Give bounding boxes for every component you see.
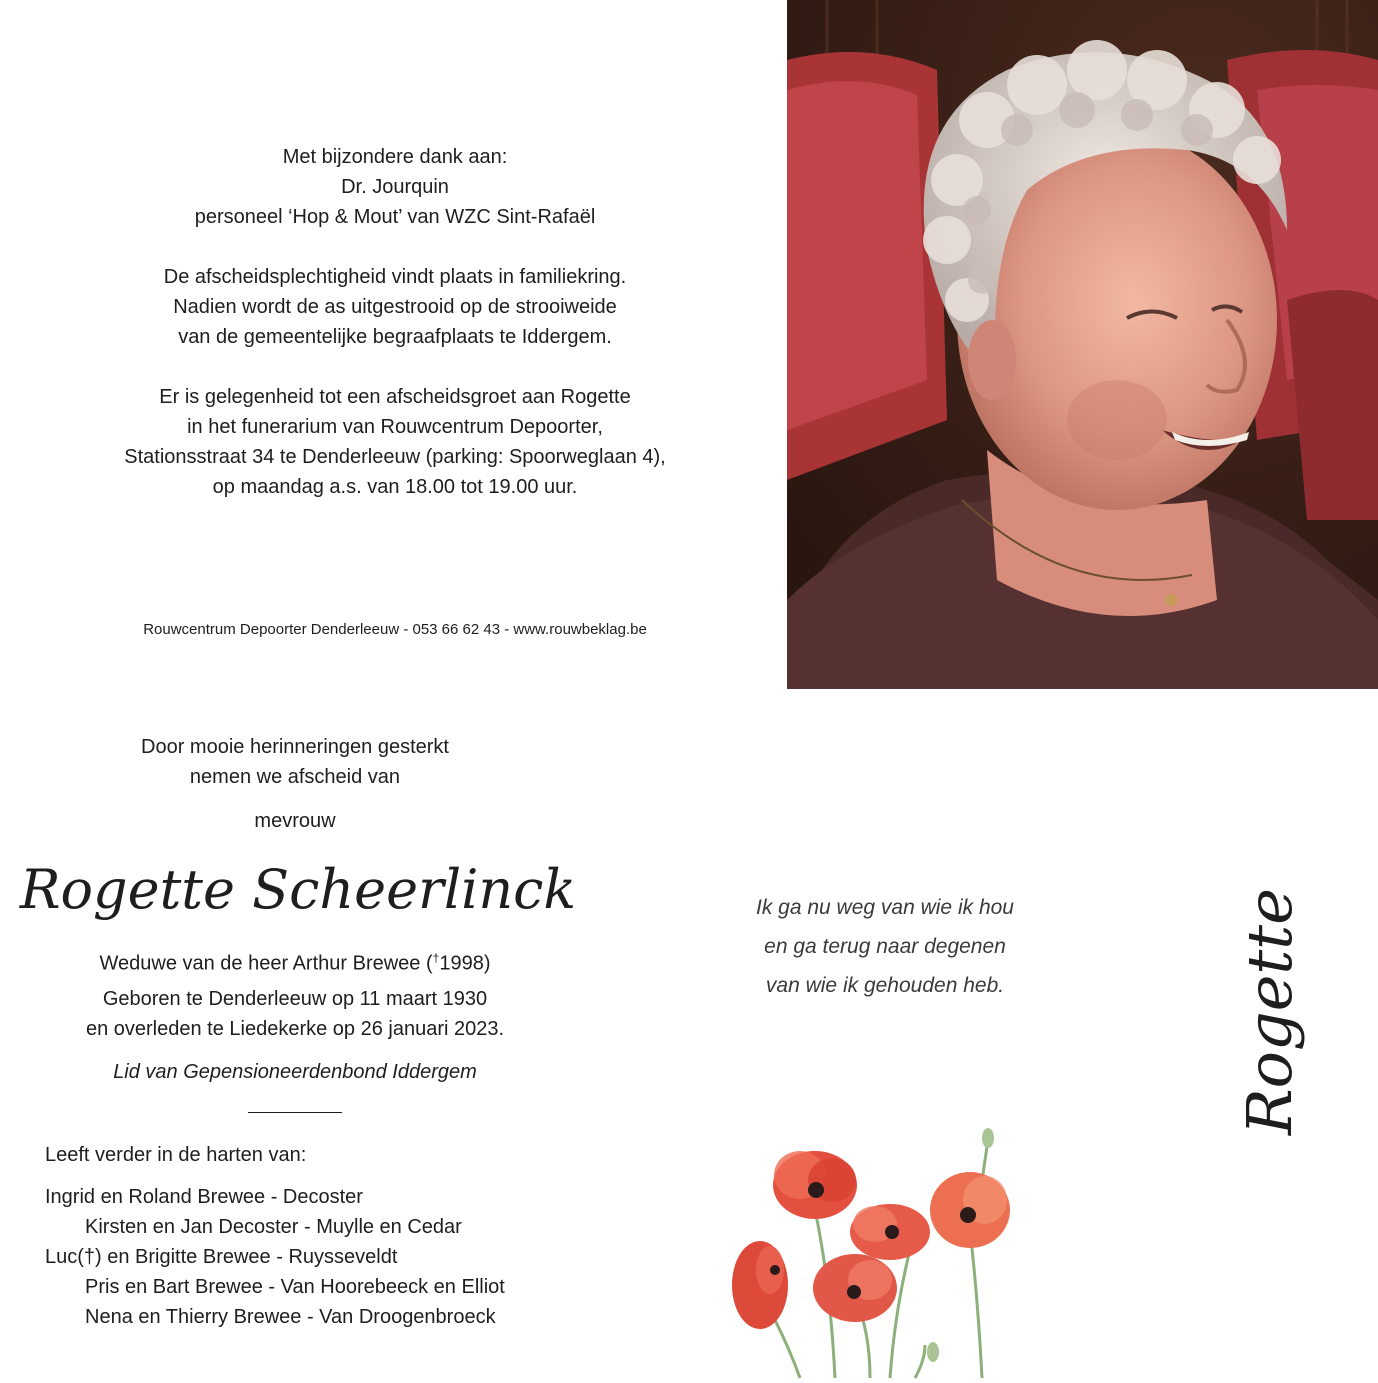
- family-member: Luc(†) en Brigitte Brewee - Ruysseveldt: [45, 1246, 398, 1268]
- family-member: Kirsten en Jan Decoster - Muylle en Cedar: [85, 1216, 462, 1238]
- quote-line: van wie ik gehouden heb.: [765, 974, 1005, 997]
- family-list: [45, 1182, 605, 1332]
- deceased-name-text: Rogette Scheerlinck: [19, 858, 577, 921]
- membership-line: Lid van Gepensioneerdenbond Iddergem: [113, 1061, 477, 1083]
- visit-line: Er is gelegenheid tot een afscheidsgroet aan Rogette: [159, 386, 631, 408]
- quote-block: [700, 888, 1070, 1005]
- ceremony-line: van de gemeentelijke begraafplaats te Iddergem.: [178, 326, 612, 348]
- visit-line: in het funerarium van Rouwcentrum Depoorter,: [187, 416, 603, 438]
- ceremony-line: Nadien wordt de as uitgestrooid op de strooiweide: [173, 296, 617, 318]
- funeral-home-footer: Rouwcentrum Depoorter Denderleeuw - 053 66 62 43 - www.rouwbeklag.be: [143, 621, 647, 638]
- quote-line: en ga terug naar degenen: [764, 935, 1006, 958]
- thanks-line: personeel ‘Hop & Mout’ van WZC Sint-Rafaël: [194, 206, 596, 228]
- honorific: mevrouw: [254, 810, 336, 832]
- thanks-line: Dr. Jourquin: [341, 176, 449, 198]
- family-member: Ingrid en Roland Brewee - Decoster: [45, 1186, 363, 1208]
- born-line: Geboren te Denderleeuw op 11 maart 1930: [102, 988, 488, 1010]
- visit-line: op maandag a.s. van 18.00 tot 19.00 uur.: [212, 476, 578, 498]
- thanks-block: [40, 142, 750, 232]
- quote-line: Ik ga nu weg van wie ik hou: [756, 896, 1014, 919]
- vertical-name-script: [1196, 888, 1336, 1140]
- poppies-illustration: [720, 1120, 1040, 1378]
- survived-label: Leeft verder in de harten van:: [45, 1144, 307, 1166]
- visit-block: [40, 382, 750, 502]
- intro-block: [40, 732, 550, 792]
- widow-line: [40, 943, 550, 979]
- family-member: Pris en Bart Brewee - Van Hoorebeeck en Elliot: [85, 1276, 505, 1298]
- intro-line: nemen we afscheid van: [189, 766, 401, 788]
- born-block: [40, 984, 550, 1044]
- intro-line: Door mooie herinneringen gesterkt: [141, 736, 449, 758]
- ceremony-line: De afscheidsplechtigheid vindt plaats in familiekring.: [163, 266, 627, 288]
- divider: [248, 1112, 342, 1113]
- widow-suffix: 1998): [439, 952, 491, 975]
- thanks-line: Met bijzondere dank aan:: [282, 146, 508, 168]
- dagger-mark: †: [432, 951, 440, 965]
- born-line: en overleden te Liedekerke op 26 januari 2023.: [85, 1018, 505, 1040]
- portrait-photo: [787, 0, 1378, 689]
- visit-line: Stationsstraat 34 te Denderleeuw (parking: Spoorweglaan 4),: [124, 446, 666, 468]
- ceremony-block: [40, 262, 750, 352]
- widow-prefix: Weduwe van de heer Arthur Brewee (: [99, 952, 433, 975]
- vertical-name-text: Rogette: [1233, 888, 1306, 1135]
- family-member: Nena en Thierry Brewee - Van Droogenbroeck: [85, 1306, 496, 1328]
- deceased-name-script: [19, 836, 577, 936]
